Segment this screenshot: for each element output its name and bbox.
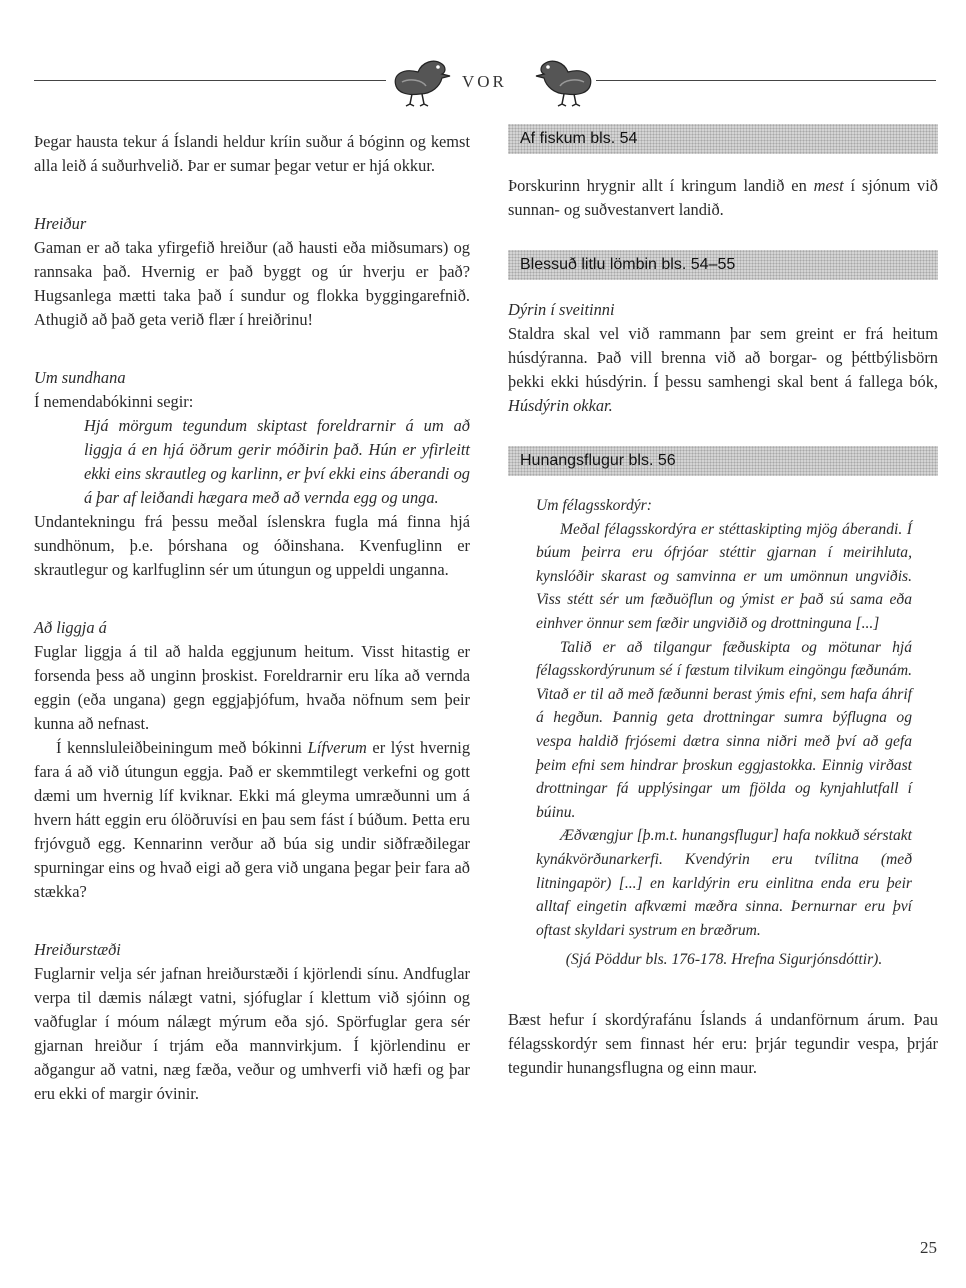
section-bar-hunangsflugur: Hunangsflugur bls. 56: [508, 446, 938, 476]
fiskar-text-start: Þorskurinn hrygnir allt í kringum landið en: [508, 176, 814, 195]
paragraph-hreidur: Gaman er að taka yfirgefið hreiður (að hausti eða miðsumars) og rannsaka það. Hvernig er það byggt og úr hverju er það? Hugsanlega mætti taka það í sundur og flokka byggingarefnið. Athugið að það geta verið flær í hreiðrinu!: [34, 238, 470, 329]
section-bar-fiskar: Af fiskum bls. 54: [508, 124, 938, 154]
paragraph-liggja-2: [34, 736, 470, 904]
quote-paragraph-1: Meðal félagsskordýra er stéttaskipting mjög áberandi. Í búum þeirra eru ófrjóar stéttir gjarnan í meirihluta, kynslóðir skarast og samvinna er um umönnun ungviðis. Viss stétt sér um fæðuöflun og ýmist er það sú sama eða einhver önnur sem fæðir ungviðið og drottninguna [...]: [536, 520, 912, 632]
header-title: VOR: [462, 72, 507, 91]
paragraph-sundhana: Undantekningu frá þessu meðal íslenskra fugla má finna hjá sundhönum, þ.e. þórshana og óðinshana. Kvenfuglinn er skrautlegur og karlfuglinn sér um útungun og uppeldi unganna.: [34, 512, 470, 579]
quote-felagsskordyr: [508, 494, 938, 972]
paragraph-skordyr: Bæst hefur í skordýrafánu Íslands á undanförnum árum. Þau félagsskordýr sem finnast hér eru: þrjár tegundir vespa, þrjár tegundir hunangsflugna og einn maur.: [508, 1009, 938, 1077]
sveit-text: Staldra skal vel við rammann þar sem greint er frá heitum húsdýranna. Það vill brenna við að borgar- og þéttbýlisbörn þekki ekki húsdýrin. Í þessu samhengi skal bent á fallega bók,: [508, 324, 938, 391]
intro-paragraph: Þegar hausta tekur á Íslandi heldur kríin suður á bóginn og kemst alla leið á suðurhvelið. Þar er sumar þegar vetur er hjá okkur.: [34, 132, 470, 175]
paragraph-liggja-1: Fuglar liggja á til að halda eggjunum heitum. Visst hitastig er forsenda þess að unginn þroskist. Foreldrarnir eru líka að vernda eggin (eða ungana) gegn eggjaþjófum, hvaða nöfnum sem þeir kunna að nefnast.: [34, 642, 470, 733]
book-title-lifverum: Lífverum: [307, 738, 367, 757]
duckling-illustration-right: [528, 52, 604, 108]
quote-heading: Um félagsskordýr:: [536, 497, 652, 514]
book-title-husdyrin: Húsdýrin okkar.: [508, 396, 613, 415]
section-heading-sundhana: Um sundhana: [34, 368, 126, 387]
section-heading-liggja: Að liggja á: [34, 618, 107, 637]
header-rule-left: [34, 80, 386, 81]
quote-paragraph-2: Talið er að tilgangur fæðuskipta og mötunar hjá félagsskordýrunum sé í fæstum tilvikum eingöngu fæðunám. Vitað er til að með fæðunni berast ýmis efni, sem hafa áhrif á hegðun. Þannig geta drottningar sumra býflugna og vespa haldið frjósemi dætra sinna niðri með því að gefa þeim efni sem hindrar þroskun eggjastokka. Einnig virðast drottningar fá upplýsingar um fjölda og kynjahlutfall í búinu.: [536, 638, 912, 821]
section-bar-lombin: Blessuð litlu lömbin bls. 54–55: [508, 250, 938, 280]
paragraph-liggja-2-start: Í kennsluleiðbeiningum með bókinni: [56, 738, 308, 757]
header-rule-right: [596, 80, 936, 81]
sundhana-lead: Í nemendabókinni segir:: [34, 392, 194, 411]
quote-source: (Sjá Pöddur bls. 176-178. Hrefna Sigurjónsdóttir).: [565, 951, 883, 969]
fiskar-emphasis: mest: [813, 176, 844, 195]
section-heading-sveit: Dýrin í sveitinni: [508, 300, 615, 319]
section-heading-hreidurstaedi: Hreiðurstæði: [34, 940, 121, 959]
paragraph-hreidurstaedi: Fuglarnir velja sér jafnan hreiðurstæði í kjörlendi sínu. Andfuglar verpa til dæmis nálægt vatni, sjófuglar í klettum við sjóinn og vaðfuglar í móum nálægt mýrum eða sjó. Spörfuglar gera sér gjarnan hreiður í trjám eða mannvirkjum. Í kjörlendinu er aðgangur að vatni, næg fæða, veður og umhverfi við hæfi og þar eru ekki of margir óvinir.: [34, 964, 470, 1103]
paragraph-sveit: [508, 322, 938, 418]
paragraph-liggja-2-end: er lýst hvernig fara á að við útungun eggja. Það er skemmtilegt verkefni og gott dæmi um hvernig líf kviknar. Ekki má gleyma umræðunni um á hvern hátt eggin eru ólöðruvísi en þau sem fást í búðum. Þetta eru frjóvguð egg. Kennarinn verður að búa sig undir siðfræðilegar spurningar eins og hvað eigi að gera við ungana þegar þeir fara að stækka?: [34, 738, 471, 901]
paragraph-fiskar: [508, 174, 938, 222]
duckling-illustration-left: [382, 52, 458, 108]
sundhana-quote: Hjá mörgum tegundum skiptast foreldrarnir á um að liggja á en hjá öðrum gerir móðirin það. Hún er yfirleitt ekki eins skrautleg og karlinn, er því ekki eins áberandi og á þar af leiðandi hægara með að vernda egg og unga.: [84, 416, 470, 507]
section-heading-hreidur: Hreiður: [34, 214, 87, 233]
left-column: [34, 130, 470, 1106]
right-column: [508, 124, 938, 1080]
page-number: 25: [920, 1238, 937, 1257]
fiskar-text-end: í sjónum við sunnan- og suðvestanvert landið.: [508, 176, 938, 219]
quote-paragraph-3: Æðvængjur [þ.m.t. hunangsflugur] hafa nokkuð sérstakt kynákvörðunarkerfi. Kvendýrin eru tvílitna (með litningapör) [...] en karldýrin eru einlitna enda eru þeir alltaf eingetin afkvæmi mæðra sinna. Þernurnar eru því oftast skyldari systrum en bræðrum.: [536, 827, 912, 939]
